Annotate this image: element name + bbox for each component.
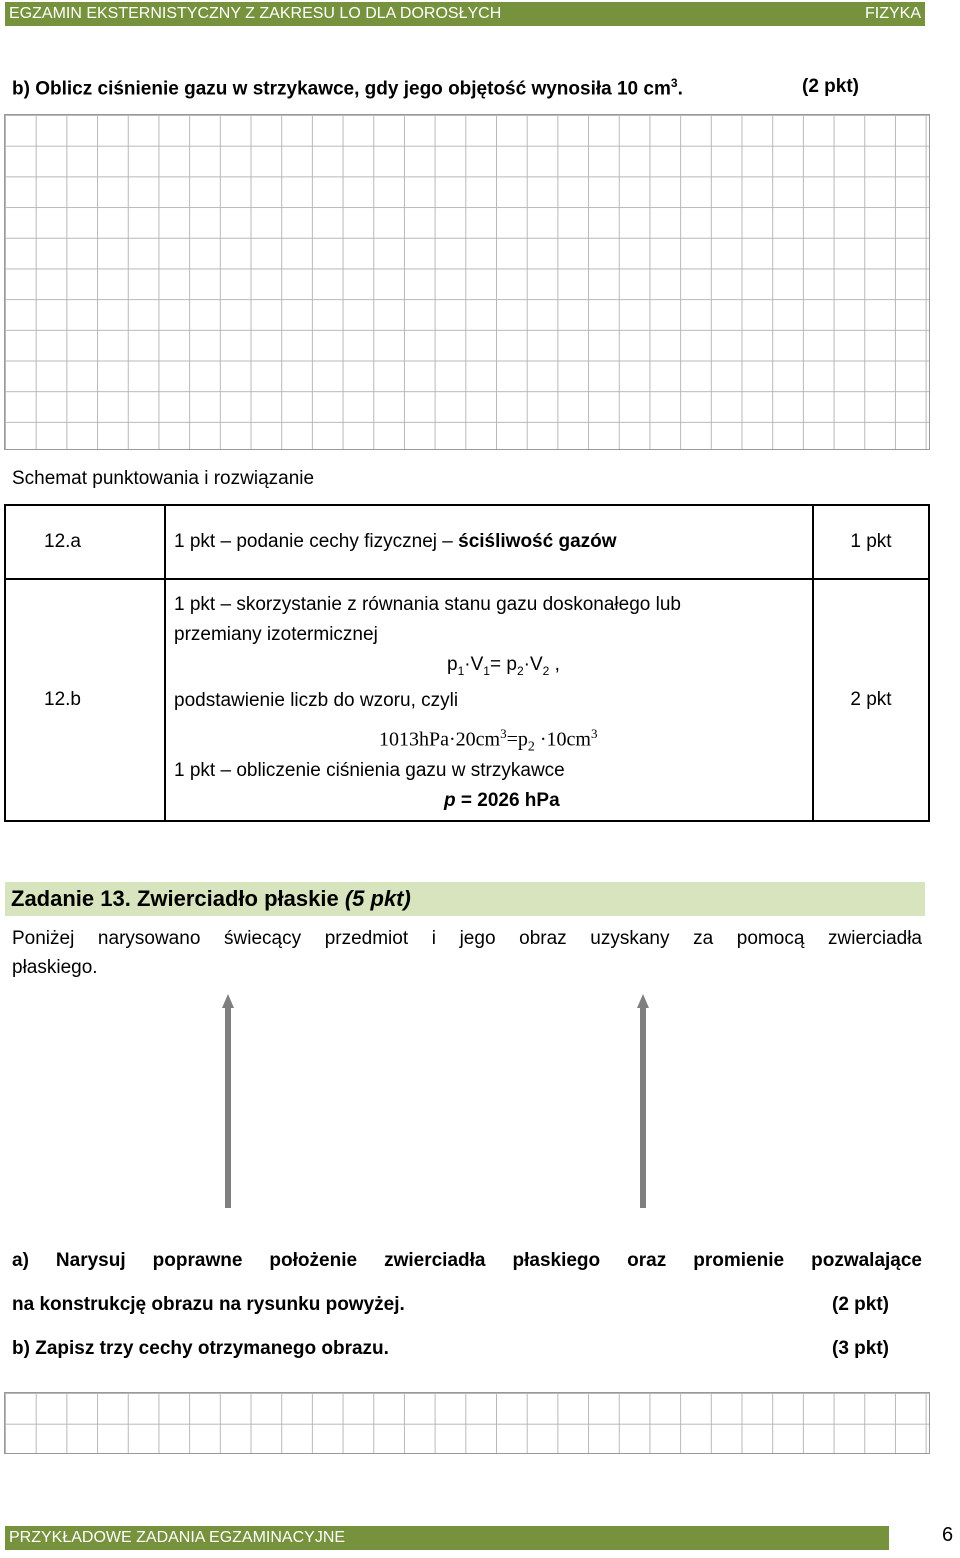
row-points: 2 pkt bbox=[813, 579, 929, 821]
scoring-table bbox=[4, 504, 930, 822]
task-13-a-cont: na konstrukcję obrazu na rysunku powyżej. bbox=[12, 1294, 405, 1315]
result: p = 2026 hPa bbox=[444, 789, 560, 811]
table-row bbox=[5, 579, 929, 821]
footer-label: PRZYKŁADOWE ZADANIA EGZAMINACYJNE bbox=[9, 1529, 346, 1546]
task-13-a: a) Narysuj poprawne położenie zwierciadła płaskiego oraz promienie pozwalające bbox=[12, 1250, 922, 1271]
table-row bbox=[5, 505, 929, 579]
task-13-title: Zadanie 13. Zwierciadło płaskie (5 pkt) bbox=[5, 882, 925, 916]
row-id: 12.b bbox=[5, 579, 165, 821]
header-subject: FIZYKA bbox=[864, 5, 921, 22]
row-description: 1 pkt – podanie cechy fizycznej – ściśliwość gazów bbox=[165, 505, 813, 579]
page-header bbox=[5, 2, 925, 26]
row-id: 12.a bbox=[5, 505, 165, 579]
page-number: 6 bbox=[942, 1524, 954, 1546]
question-b: b) Oblicz ciśnienie gazu w strzykawce, gdy jego objętość wynosiła 10 $cm^3$. bbox=[12, 76, 683, 100]
page-footer bbox=[5, 1526, 889, 1550]
question-b-points: (2 pkt) bbox=[802, 76, 859, 97]
scheme-title: Schemat punktowania i rozwiązanie bbox=[12, 468, 315, 489]
image-arrow bbox=[637, 994, 649, 1208]
task-13-b-points: (3 pkt) bbox=[832, 1338, 889, 1359]
answer-grid[interactable] bbox=[4, 1392, 930, 1454]
answer-grid[interactable] bbox=[4, 114, 930, 450]
object-image-drawing bbox=[0, 990, 960, 1215]
object-arrow bbox=[222, 994, 234, 1208]
row-description: 1 pkt – skorzystanie z równania stanu gazu doskonałego lub przemiany izotermicznej $p_1\cdot V_1= p_2\cdot V_2$ , podstawienie liczb do wzoru, czyli $1013hPa\cdot 20cm^3=p_2 \cdot 10cm^3$ 1 pkt – obliczenie ciśnienia gazu w strzykawce p = 2026 hPa bbox=[165, 579, 813, 821]
task-13-intro: Poniżej narysowano świecący przedmiot i jego obraz uzyskany za pomocą zwierciadła bbox=[12, 928, 922, 949]
header-title: EGZAMIN EKSTERNISTYCZNY Z ZAKRESU LO DLA DOROSŁYCH bbox=[9, 5, 502, 22]
task-13-a-points: (2 pkt) bbox=[832, 1294, 889, 1315]
task-13-b: b) Zapisz trzy cechy otrzymanego obrazu. bbox=[12, 1338, 389, 1359]
equation-isothermal: $p_1\cdot V_1= p_2\cdot V_2$ , bbox=[447, 654, 560, 678]
task-13-intro-end: płaskiego. bbox=[12, 957, 98, 978]
row-points: 1 pkt bbox=[813, 505, 929, 579]
equation-substituted: $1013hPa\cdot 20cm^3=p_2 \cdot 10cm^3$ bbox=[379, 725, 598, 755]
